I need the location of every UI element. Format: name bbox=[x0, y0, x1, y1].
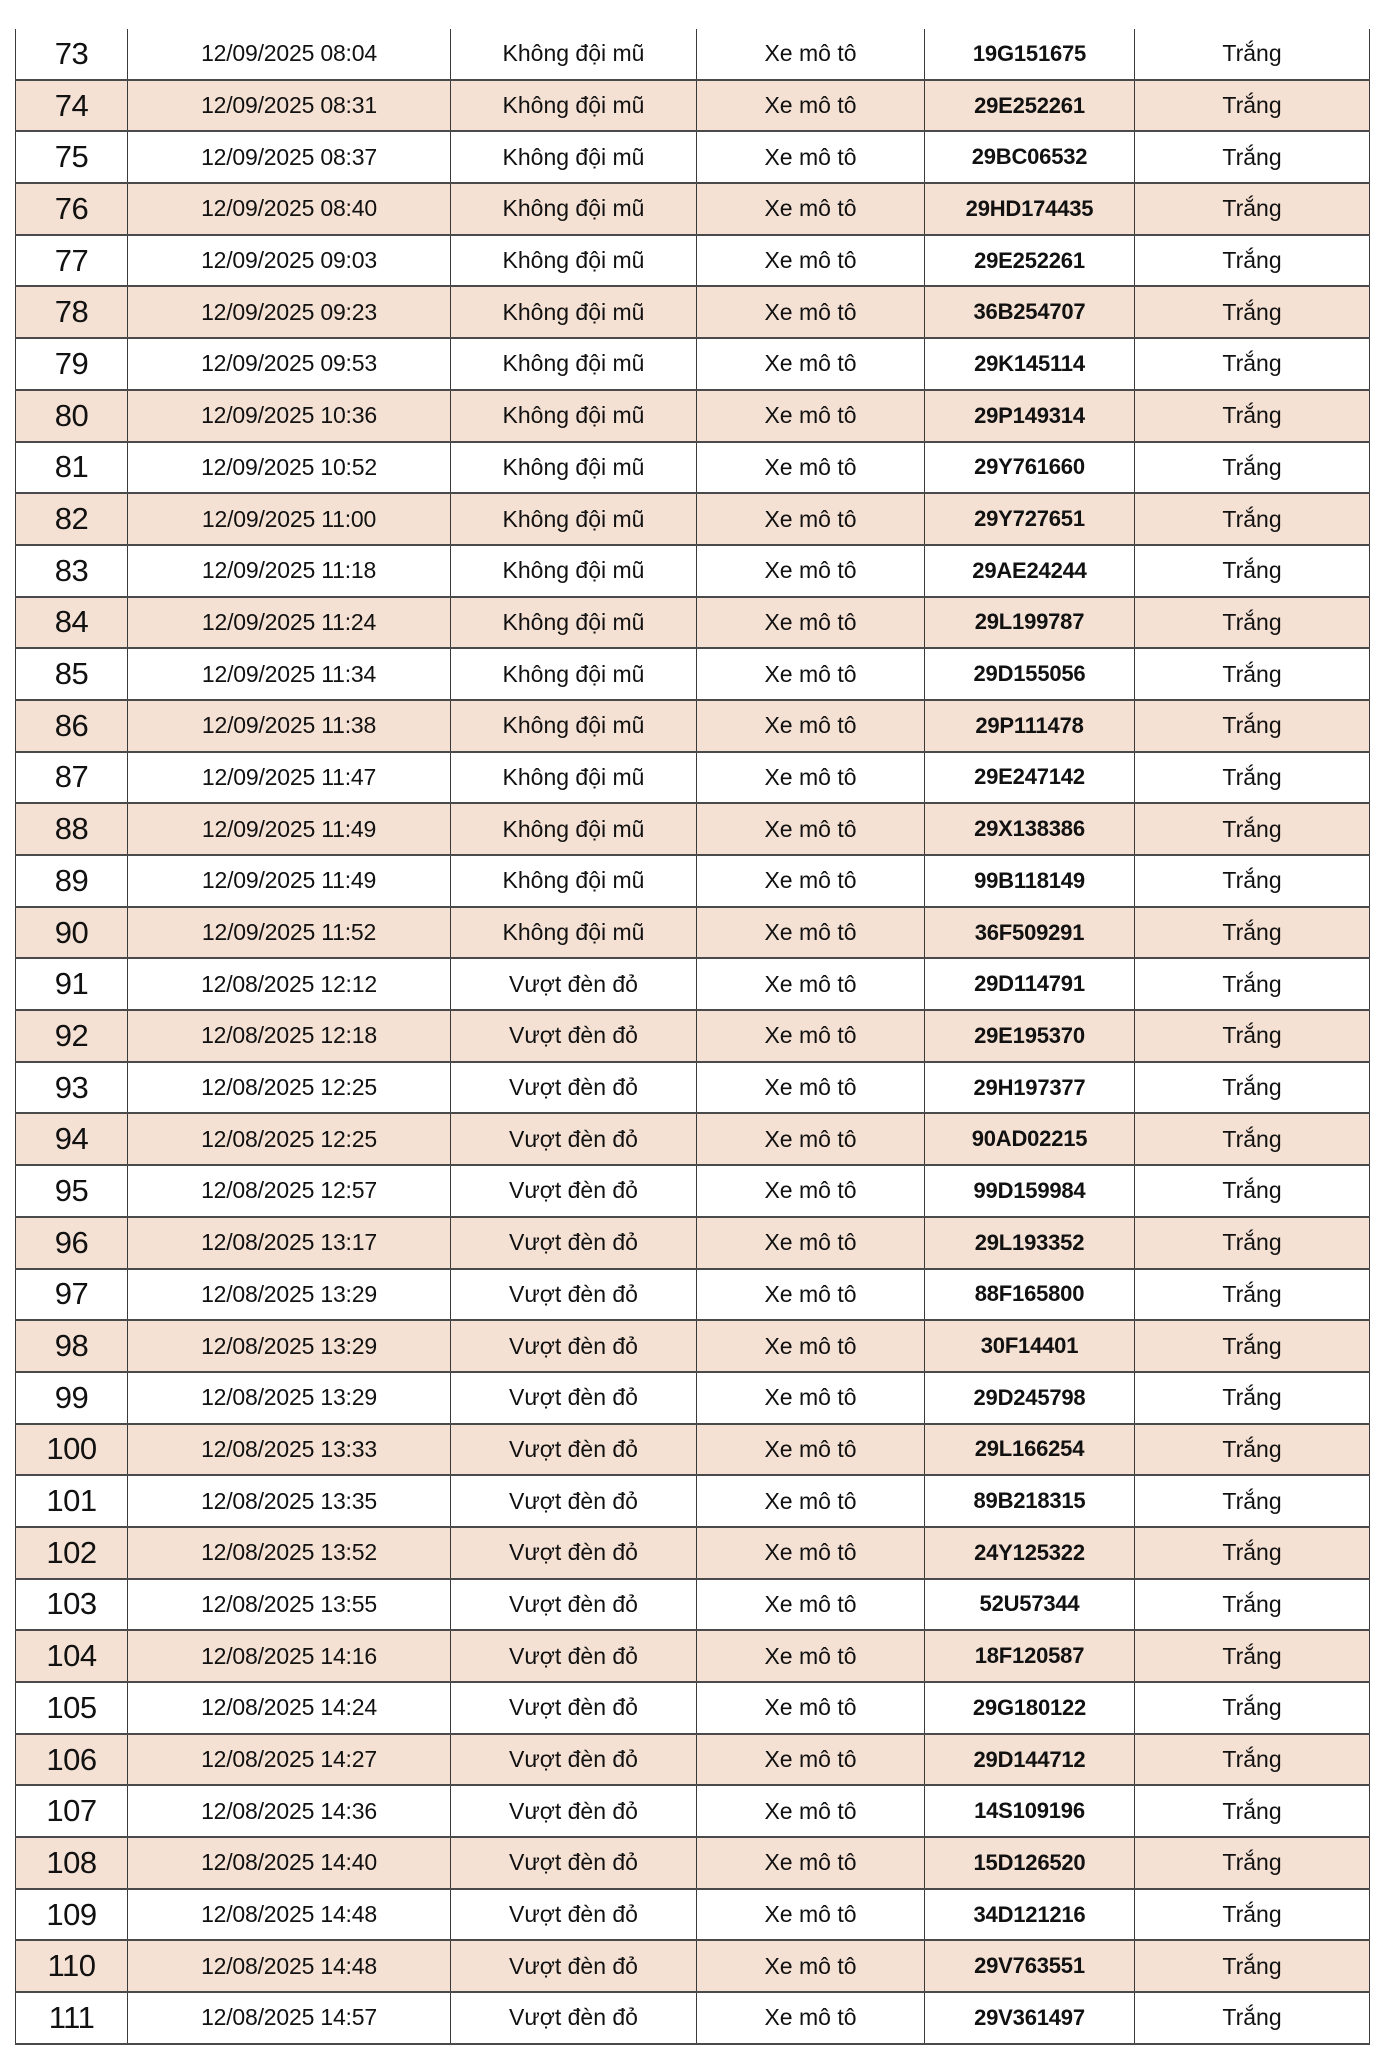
row-index-cell: 111 bbox=[16, 1992, 128, 2044]
row-index-cell: 79 bbox=[16, 338, 128, 390]
row-index-cell: 87 bbox=[16, 752, 128, 804]
license-plate-cell: 24Y125322 bbox=[925, 1527, 1135, 1579]
table-row bbox=[16, 1320, 1370, 1372]
row-index-cell: 98 bbox=[16, 1320, 128, 1372]
row-index-cell: 97 bbox=[16, 1269, 128, 1321]
license-plate-cell: 29P149314 bbox=[925, 390, 1135, 442]
table-row bbox=[16, 1113, 1370, 1165]
plate-color-cell: Trắng bbox=[1135, 1992, 1370, 2044]
license-plate-cell: 29E252261 bbox=[925, 235, 1135, 287]
table-row bbox=[16, 1734, 1370, 1786]
plate-color-cell: Trắng bbox=[1135, 1837, 1370, 1889]
violation-type-cell: Không đội mũ bbox=[451, 545, 697, 597]
vehicle-type-cell: Xe mô tô bbox=[697, 752, 925, 804]
violation-type-cell: Vượt đèn đỏ bbox=[451, 1113, 697, 1165]
violation-time-cell: 12/09/2025 08:37 bbox=[128, 131, 451, 183]
row-index-cell: 110 bbox=[16, 1940, 128, 1992]
plate-color-cell: Trắng bbox=[1135, 958, 1370, 1010]
license-plate-cell: 29E247142 bbox=[925, 752, 1135, 804]
violation-type-cell: Vượt đèn đỏ bbox=[451, 1165, 697, 1217]
violation-time-cell: 12/09/2025 09:23 bbox=[128, 286, 451, 338]
row-index-cell: 109 bbox=[16, 1889, 128, 1941]
violation-time-cell: 12/09/2025 08:04 bbox=[128, 29, 451, 80]
plate-color-cell: Trắng bbox=[1135, 907, 1370, 959]
vehicle-type-cell: Xe mô tô bbox=[697, 1062, 925, 1114]
violation-type-cell: Không đội mũ bbox=[451, 183, 697, 235]
plate-color-cell: Trắng bbox=[1135, 855, 1370, 907]
violation-type-cell: Không đội mũ bbox=[451, 700, 697, 752]
table-row bbox=[16, 1424, 1370, 1476]
plate-color-cell: Trắng bbox=[1135, 803, 1370, 855]
row-index-cell: 94 bbox=[16, 1113, 128, 1165]
violation-time-cell: 12/08/2025 12:12 bbox=[128, 958, 451, 1010]
plate-color-cell: Trắng bbox=[1135, 1940, 1370, 1992]
license-plate-cell: 29G180122 bbox=[925, 1682, 1135, 1734]
row-index-cell: 102 bbox=[16, 1527, 128, 1579]
violation-type-cell: Không đội mũ bbox=[451, 338, 697, 390]
violation-time-cell: 12/08/2025 13:55 bbox=[128, 1579, 451, 1631]
row-index-cell: 107 bbox=[16, 1785, 128, 1837]
violation-type-cell: Vượt đèn đỏ bbox=[451, 958, 697, 1010]
table-row bbox=[16, 1940, 1370, 1992]
violation-type-cell: Vượt đèn đỏ bbox=[451, 1217, 697, 1269]
plate-color-cell: Trắng bbox=[1135, 1579, 1370, 1631]
vehicle-type-cell: Xe mô tô bbox=[697, 390, 925, 442]
table-row bbox=[16, 131, 1370, 183]
license-plate-cell: 29BC06532 bbox=[925, 131, 1135, 183]
violation-type-cell: Vượt đèn đỏ bbox=[451, 1372, 697, 1424]
plate-color-cell: Trắng bbox=[1135, 648, 1370, 700]
license-plate-cell: 29H197377 bbox=[925, 1062, 1135, 1114]
violation-type-cell: Vượt đèn đỏ bbox=[451, 1837, 697, 1889]
violation-time-cell: 12/09/2025 10:52 bbox=[128, 442, 451, 494]
table-row bbox=[16, 29, 1370, 80]
row-index-cell: 93 bbox=[16, 1062, 128, 1114]
table-row bbox=[16, 1269, 1370, 1321]
violation-type-cell: Vượt đèn đỏ bbox=[451, 1424, 697, 1476]
plate-color-cell: Trắng bbox=[1135, 80, 1370, 132]
violation-time-cell: 12/08/2025 14:40 bbox=[128, 1837, 451, 1889]
violation-type-cell: Vượt đèn đỏ bbox=[451, 1630, 697, 1682]
plate-color-cell: Trắng bbox=[1135, 597, 1370, 649]
table-row bbox=[16, 700, 1370, 752]
violation-type-cell: Không đội mũ bbox=[451, 390, 697, 442]
vehicle-type-cell: Xe mô tô bbox=[697, 1889, 925, 1941]
violation-type-cell: Vượt đèn đỏ bbox=[451, 1527, 697, 1579]
violation-type-cell: Vượt đèn đỏ bbox=[451, 1579, 697, 1631]
vehicle-type-cell: Xe mô tô bbox=[697, 803, 925, 855]
plate-color-cell: Trắng bbox=[1135, 235, 1370, 287]
license-plate-cell: 52U57344 bbox=[925, 1579, 1135, 1631]
violation-type-cell: Không đội mũ bbox=[451, 855, 697, 907]
violation-type-cell: Vượt đèn đỏ bbox=[451, 1062, 697, 1114]
table-row bbox=[16, 1165, 1370, 1217]
license-plate-cell: 36F509291 bbox=[925, 907, 1135, 959]
violation-type-cell: Không đội mũ bbox=[451, 286, 697, 338]
plate-color-cell: Trắng bbox=[1135, 390, 1370, 442]
vehicle-type-cell: Xe mô tô bbox=[697, 286, 925, 338]
violation-type-cell: Vượt đèn đỏ bbox=[451, 1992, 697, 2044]
table-row bbox=[16, 1630, 1370, 1682]
vehicle-type-cell: Xe mô tô bbox=[697, 442, 925, 494]
row-index-cell: 91 bbox=[16, 958, 128, 1010]
violation-table-body bbox=[16, 29, 1370, 2044]
plate-color-cell: Trắng bbox=[1135, 1889, 1370, 1941]
violation-type-cell: Không đội mũ bbox=[451, 442, 697, 494]
violation-time-cell: 12/09/2025 11:18 bbox=[128, 545, 451, 597]
row-index-cell: 106 bbox=[16, 1734, 128, 1786]
license-plate-cell: 29X138386 bbox=[925, 803, 1135, 855]
table-row bbox=[16, 338, 1370, 390]
violation-type-cell: Không đội mũ bbox=[451, 493, 697, 545]
table-row bbox=[16, 1217, 1370, 1269]
row-index-cell: 80 bbox=[16, 390, 128, 442]
violation-time-cell: 12/08/2025 14:48 bbox=[128, 1889, 451, 1941]
plate-color-cell: Trắng bbox=[1135, 1734, 1370, 1786]
vehicle-type-cell: Xe mô tô bbox=[697, 1940, 925, 1992]
violation-time-cell: 12/09/2025 08:40 bbox=[128, 183, 451, 235]
vehicle-type-cell: Xe mô tô bbox=[697, 1424, 925, 1476]
violation-time-cell: 12/08/2025 12:57 bbox=[128, 1165, 451, 1217]
row-index-cell: 92 bbox=[16, 1010, 128, 1062]
license-plate-cell: 29HD174435 bbox=[925, 183, 1135, 235]
vehicle-type-cell: Xe mô tô bbox=[697, 1010, 925, 1062]
vehicle-type-cell: Xe mô tô bbox=[697, 1113, 925, 1165]
license-plate-cell: 29L193352 bbox=[925, 1217, 1135, 1269]
violation-time-cell: 12/08/2025 13:17 bbox=[128, 1217, 451, 1269]
plate-color-cell: Trắng bbox=[1135, 1527, 1370, 1579]
violation-time-cell: 12/08/2025 14:27 bbox=[128, 1734, 451, 1786]
table-row bbox=[16, 752, 1370, 804]
table-row bbox=[16, 183, 1370, 235]
license-plate-cell: 29D155056 bbox=[925, 648, 1135, 700]
vehicle-type-cell: Xe mô tô bbox=[697, 700, 925, 752]
table-row bbox=[16, 803, 1370, 855]
violation-time-cell: 12/08/2025 14:16 bbox=[128, 1630, 451, 1682]
violation-type-cell: Không đội mũ bbox=[451, 597, 697, 649]
row-index-cell: 82 bbox=[16, 493, 128, 545]
violation-time-cell: 12/09/2025 11:38 bbox=[128, 700, 451, 752]
plate-color-cell: Trắng bbox=[1135, 1424, 1370, 1476]
table-row bbox=[16, 1785, 1370, 1837]
row-index-cell: 81 bbox=[16, 442, 128, 494]
violation-time-cell: 12/08/2025 13:33 bbox=[128, 1424, 451, 1476]
table-row bbox=[16, 80, 1370, 132]
table-row bbox=[16, 1372, 1370, 1424]
vehicle-type-cell: Xe mô tô bbox=[697, 958, 925, 1010]
license-plate-cell: 19G151675 bbox=[925, 29, 1135, 80]
row-index-cell: 85 bbox=[16, 648, 128, 700]
plate-color-cell: Trắng bbox=[1135, 338, 1370, 390]
license-plate-cell: 29Y727651 bbox=[925, 493, 1135, 545]
violation-type-cell: Không đội mũ bbox=[451, 80, 697, 132]
vehicle-type-cell: Xe mô tô bbox=[697, 338, 925, 390]
violation-time-cell: 12/09/2025 11:49 bbox=[128, 803, 451, 855]
vehicle-type-cell: Xe mô tô bbox=[697, 907, 925, 959]
plate-color-cell: Trắng bbox=[1135, 1269, 1370, 1321]
violation-time-cell: 12/08/2025 13:29 bbox=[128, 1269, 451, 1321]
violation-list-page bbox=[15, 29, 1369, 2045]
table-row bbox=[16, 545, 1370, 597]
license-plate-cell: 29D114791 bbox=[925, 958, 1135, 1010]
row-index-cell: 100 bbox=[16, 1424, 128, 1476]
plate-color-cell: Trắng bbox=[1135, 700, 1370, 752]
table-row bbox=[16, 1010, 1370, 1062]
violation-type-cell: Không đội mũ bbox=[451, 235, 697, 287]
license-plate-cell: 99D159984 bbox=[925, 1165, 1135, 1217]
license-plate-cell: 88F165800 bbox=[925, 1269, 1135, 1321]
vehicle-type-cell: Xe mô tô bbox=[697, 1682, 925, 1734]
table-row bbox=[16, 958, 1370, 1010]
table-row bbox=[16, 907, 1370, 959]
row-index-cell: 77 bbox=[16, 235, 128, 287]
table-row bbox=[16, 1062, 1370, 1114]
row-index-cell: 96 bbox=[16, 1217, 128, 1269]
plate-color-cell: Trắng bbox=[1135, 183, 1370, 235]
row-index-cell: 74 bbox=[16, 80, 128, 132]
plate-color-cell: Trắng bbox=[1135, 1165, 1370, 1217]
license-plate-cell: 29Y761660 bbox=[925, 442, 1135, 494]
violation-type-cell: Vượt đèn đỏ bbox=[451, 1269, 697, 1321]
table-row bbox=[16, 390, 1370, 442]
violation-time-cell: 12/09/2025 11:24 bbox=[128, 597, 451, 649]
row-index-cell: 105 bbox=[16, 1682, 128, 1734]
vehicle-type-cell: Xe mô tô bbox=[697, 1320, 925, 1372]
violation-type-cell: Vượt đèn đỏ bbox=[451, 1734, 697, 1786]
row-index-cell: 101 bbox=[16, 1475, 128, 1527]
table-row bbox=[16, 286, 1370, 338]
row-index-cell: 75 bbox=[16, 131, 128, 183]
vehicle-type-cell: Xe mô tô bbox=[697, 1372, 925, 1424]
row-index-cell: 86 bbox=[16, 700, 128, 752]
table-row bbox=[16, 1579, 1370, 1631]
license-plate-cell: 15D126520 bbox=[925, 1837, 1135, 1889]
violation-time-cell: 12/08/2025 14:36 bbox=[128, 1785, 451, 1837]
vehicle-type-cell: Xe mô tô bbox=[697, 80, 925, 132]
violation-time-cell: 12/08/2025 12:25 bbox=[128, 1062, 451, 1114]
violation-type-cell: Vượt đèn đỏ bbox=[451, 1682, 697, 1734]
vehicle-type-cell: Xe mô tô bbox=[697, 1165, 925, 1217]
license-plate-cell: 36B254707 bbox=[925, 286, 1135, 338]
license-plate-cell: 29AE24244 bbox=[925, 545, 1135, 597]
license-plate-cell: 29E195370 bbox=[925, 1010, 1135, 1062]
violation-type-cell: Vượt đèn đỏ bbox=[451, 1010, 697, 1062]
table-row bbox=[16, 493, 1370, 545]
violation-type-cell: Không đội mũ bbox=[451, 131, 697, 183]
violation-type-cell: Không đội mũ bbox=[451, 907, 697, 959]
plate-color-cell: Trắng bbox=[1135, 131, 1370, 183]
violation-time-cell: 12/08/2025 14:57 bbox=[128, 1992, 451, 2044]
plate-color-cell: Trắng bbox=[1135, 1682, 1370, 1734]
plate-color-cell: Trắng bbox=[1135, 1010, 1370, 1062]
vehicle-type-cell: Xe mô tô bbox=[697, 1579, 925, 1631]
table-row bbox=[16, 1889, 1370, 1941]
violation-time-cell: 12/08/2025 13:52 bbox=[128, 1527, 451, 1579]
violation-time-cell: 12/08/2025 12:25 bbox=[128, 1113, 451, 1165]
violation-time-cell: 12/08/2025 14:24 bbox=[128, 1682, 451, 1734]
plate-color-cell: Trắng bbox=[1135, 286, 1370, 338]
vehicle-type-cell: Xe mô tô bbox=[697, 855, 925, 907]
violation-time-cell: 12/08/2025 14:48 bbox=[128, 1940, 451, 1992]
license-plate-cell: 29L166254 bbox=[925, 1424, 1135, 1476]
vehicle-type-cell: Xe mô tô bbox=[697, 1630, 925, 1682]
violation-type-cell: Vượt đèn đỏ bbox=[451, 1785, 697, 1837]
plate-color-cell: Trắng bbox=[1135, 442, 1370, 494]
vehicle-type-cell: Xe mô tô bbox=[697, 1217, 925, 1269]
license-plate-cell: 29V361497 bbox=[925, 1992, 1135, 2044]
vehicle-type-cell: Xe mô tô bbox=[697, 493, 925, 545]
table-row bbox=[16, 648, 1370, 700]
vehicle-type-cell: Xe mô tô bbox=[697, 1992, 925, 2044]
vehicle-type-cell: Xe mô tô bbox=[697, 183, 925, 235]
violation-time-cell: 12/08/2025 12:18 bbox=[128, 1010, 451, 1062]
violation-time-cell: 12/08/2025 13:29 bbox=[128, 1320, 451, 1372]
table-row bbox=[16, 235, 1370, 287]
violation-time-cell: 12/08/2025 13:29 bbox=[128, 1372, 451, 1424]
table-row bbox=[16, 1527, 1370, 1579]
violation-time-cell: 12/09/2025 10:36 bbox=[128, 390, 451, 442]
row-index-cell: 108 bbox=[16, 1837, 128, 1889]
plate-color-cell: Trắng bbox=[1135, 1372, 1370, 1424]
row-index-cell: 88 bbox=[16, 803, 128, 855]
violation-type-cell: Vượt đèn đỏ bbox=[451, 1320, 697, 1372]
vehicle-type-cell: Xe mô tô bbox=[697, 597, 925, 649]
violation-time-cell: 12/09/2025 11:49 bbox=[128, 855, 451, 907]
license-plate-cell: 29P111478 bbox=[925, 700, 1135, 752]
table-row bbox=[16, 442, 1370, 494]
violation-type-cell: Vượt đèn đỏ bbox=[451, 1889, 697, 1941]
violation-time-cell: 12/09/2025 11:00 bbox=[128, 493, 451, 545]
violation-time-cell: 12/09/2025 09:03 bbox=[128, 235, 451, 287]
row-index-cell: 89 bbox=[16, 855, 128, 907]
row-index-cell: 83 bbox=[16, 545, 128, 597]
row-index-cell: 103 bbox=[16, 1579, 128, 1631]
row-index-cell: 104 bbox=[16, 1630, 128, 1682]
license-plate-cell: 29L199787 bbox=[925, 597, 1135, 649]
license-plate-cell: 29D144712 bbox=[925, 1734, 1135, 1786]
plate-color-cell: Trắng bbox=[1135, 545, 1370, 597]
license-plate-cell: 29E252261 bbox=[925, 80, 1135, 132]
plate-color-cell: Trắng bbox=[1135, 1630, 1370, 1682]
vehicle-type-cell: Xe mô tô bbox=[697, 29, 925, 80]
plate-color-cell: Trắng bbox=[1135, 1475, 1370, 1527]
license-plate-cell: 29D245798 bbox=[925, 1372, 1135, 1424]
plate-color-cell: Trắng bbox=[1135, 1785, 1370, 1837]
vehicle-type-cell: Xe mô tô bbox=[697, 1734, 925, 1786]
row-index-cell: 84 bbox=[16, 597, 128, 649]
vehicle-type-cell: Xe mô tô bbox=[697, 648, 925, 700]
vehicle-type-cell: Xe mô tô bbox=[697, 235, 925, 287]
license-plate-cell: 29K145114 bbox=[925, 338, 1135, 390]
license-plate-cell: 18F120587 bbox=[925, 1630, 1135, 1682]
vehicle-type-cell: Xe mô tô bbox=[697, 1527, 925, 1579]
table-row bbox=[16, 1992, 1370, 2044]
row-index-cell: 99 bbox=[16, 1372, 128, 1424]
vehicle-type-cell: Xe mô tô bbox=[697, 131, 925, 183]
license-plate-cell: 90AD02215 bbox=[925, 1113, 1135, 1165]
table-row bbox=[16, 855, 1370, 907]
vehicle-type-cell: Xe mô tô bbox=[697, 545, 925, 597]
plate-color-cell: Trắng bbox=[1135, 752, 1370, 804]
table-row bbox=[16, 1682, 1370, 1734]
license-plate-cell: 14S109196 bbox=[925, 1785, 1135, 1837]
violation-type-cell: Không đội mũ bbox=[451, 752, 697, 804]
row-index-cell: 95 bbox=[16, 1165, 128, 1217]
vehicle-type-cell: Xe mô tô bbox=[697, 1269, 925, 1321]
plate-color-cell: Trắng bbox=[1135, 1320, 1370, 1372]
row-index-cell: 76 bbox=[16, 183, 128, 235]
license-plate-cell: 89B218315 bbox=[925, 1475, 1135, 1527]
violation-type-cell: Không đội mũ bbox=[451, 29, 697, 80]
plate-color-cell: Trắng bbox=[1135, 1217, 1370, 1269]
vehicle-type-cell: Xe mô tô bbox=[697, 1837, 925, 1889]
violation-type-cell: Vượt đèn đỏ bbox=[451, 1475, 697, 1527]
violation-time-cell: 12/09/2025 11:47 bbox=[128, 752, 451, 804]
table-row bbox=[16, 1475, 1370, 1527]
license-plate-cell: 30F14401 bbox=[925, 1320, 1135, 1372]
violation-time-cell: 12/09/2025 11:52 bbox=[128, 907, 451, 959]
violation-type-cell: Vượt đèn đỏ bbox=[451, 1940, 697, 1992]
violation-type-cell: Không đội mũ bbox=[451, 648, 697, 700]
violation-type-cell: Không đội mũ bbox=[451, 803, 697, 855]
license-plate-cell: 34D121216 bbox=[925, 1889, 1135, 1941]
violation-table bbox=[15, 29, 1370, 2045]
violation-time-cell: 12/09/2025 09:53 bbox=[128, 338, 451, 390]
row-index-cell: 90 bbox=[16, 907, 128, 959]
table-row bbox=[16, 1837, 1370, 1889]
violation-time-cell: 12/08/2025 13:35 bbox=[128, 1475, 451, 1527]
table-row bbox=[16, 597, 1370, 649]
violation-time-cell: 12/09/2025 11:34 bbox=[128, 648, 451, 700]
license-plate-cell: 29V763551 bbox=[925, 1940, 1135, 1992]
violation-time-cell: 12/09/2025 08:31 bbox=[128, 80, 451, 132]
plate-color-cell: Trắng bbox=[1135, 493, 1370, 545]
plate-color-cell: Trắng bbox=[1135, 1113, 1370, 1165]
vehicle-type-cell: Xe mô tô bbox=[697, 1475, 925, 1527]
plate-color-cell: Trắng bbox=[1135, 29, 1370, 80]
plate-color-cell: Trắng bbox=[1135, 1062, 1370, 1114]
vehicle-type-cell: Xe mô tô bbox=[697, 1785, 925, 1837]
license-plate-cell: 99B118149 bbox=[925, 855, 1135, 907]
row-index-cell: 78 bbox=[16, 286, 128, 338]
row-index-cell: 73 bbox=[16, 29, 128, 80]
